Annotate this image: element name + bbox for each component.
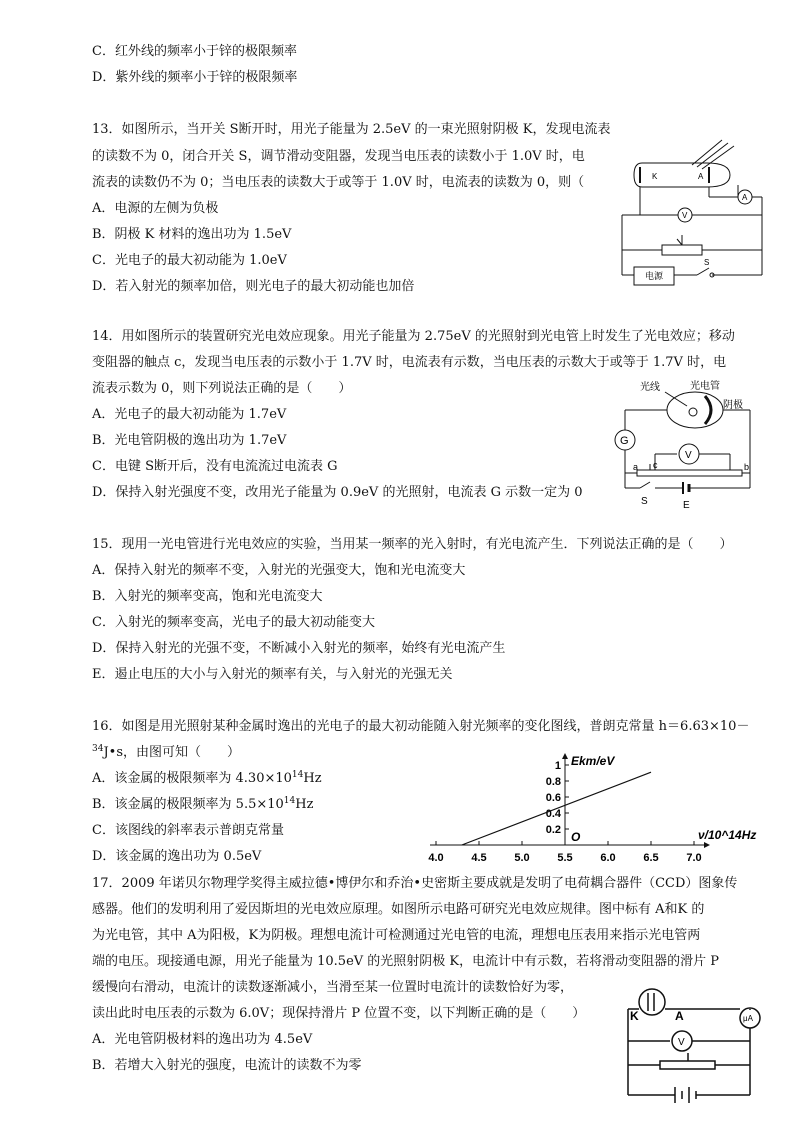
q15-option-b: B．入射光的频率变高，饱和光电流变大 — [92, 589, 323, 604]
q13-stem-line: 流表的读数仍不为 0；当电压表的读数大于或等于 1.0V 时，电流表的读数为 0，则（ — [92, 175, 585, 190]
q16-option-a: A．该金属的极限频率为 $4.30\times 10^{14}Hz$ — [92, 770, 322, 786]
x-tick-label: 5.5 — [557, 852, 573, 864]
q15-stem-line: 15．现用一光电管进行光电效应的实验，当用某一频率的光入射时，有光电流产生．下列说法正确的是（ ） — [92, 537, 733, 552]
q17-stem-line: 17．2009 年诺贝尔物理学奖得主威拉德•博伊尔和乔治•史密斯主要成就是发明了电荷耦合器件（CCD）图象传 — [92, 876, 738, 891]
x-tick-label: 7.0 — [686, 852, 702, 864]
q14-label-b: b — [744, 462, 750, 472]
q16-stem-text: J•s，由图可知（ ） — [103, 745, 241, 760]
q16-option-c: C．该图线的斜率表示普朗克常量 — [92, 823, 284, 838]
q14-circuit-figure — [605, 378, 770, 513]
q14-stem-line: 流表示数为 0，则下列说法正确的是（ ） — [92, 381, 352, 396]
q16-option-d: D．该金属的逸出功为 0.5eV — [92, 849, 262, 864]
q13-option-c: C．光电子的最大初动能为 1.0eV — [92, 253, 287, 268]
q17-stem-line: 为光电管，其中 A为阳极，K为阴极。理想电流计可检测通过光电管的电流，理想电压表用来指示光电管两 — [92, 928, 701, 943]
q13-stem-line: 13．如图所示，当开关 S断开时，用光子能量为 2.5eV 的一束光照射阴极 K，发现电流表 — [92, 122, 611, 137]
q13-stem-line: 的读数不为 0，闭合开关 S，调节滑动变阻器，发现当电压表的读数小于 1.0V 时，电 — [92, 149, 585, 164]
q14-option-d: D．保持入射光强度不变，改用光子能量为 0.9eV 的光照射，电流表 G 示数一定为 0 — [92, 485, 583, 500]
q13-option-a: A．电源的左侧为负极 — [92, 201, 219, 216]
y-tick-label: 0.2 — [545, 824, 561, 836]
q17-option-b: B．若增大入射光的强度，电流计的读数不为零 — [92, 1058, 362, 1073]
q17-stem-line: 端的电压。现接通电源，用光子能量为 10.5eV 的光照射阴极 K，电流计中有示数，若将滑动变阻器的滑片 P — [92, 954, 720, 969]
q13-label-voltmeter: V — [682, 211, 688, 220]
q15-option-a: A．保持入射光的频率不变，入射光的光强变大，饱和光电流变大 — [92, 563, 466, 578]
q16-chart — [420, 745, 760, 870]
y-axis-label: Ekm/eV — [571, 754, 615, 768]
x-tick-label: 4.0 — [428, 852, 444, 864]
y-tick-label: 1 — [554, 760, 561, 772]
q16-stem-text: 16．如图是用光照射某种金属时逸出的光电子的最大初动能随入射光频率的变化图线，普朗克常量 h＝6.63×10 — [92, 719, 737, 734]
q14-option-a: A．光电子的最大初动能为 1.7eV — [92, 407, 287, 422]
x-axis-arrow — [704, 842, 710, 848]
q14-stem-line: 变阻器的触点 c，发现当电压表的示数小于 1.7V 时，电流表有示数，当电压表的示数大于或等于 1.7V 时，电 — [92, 355, 727, 370]
q16-stem-line — [92, 719, 749, 735]
q14-option-b: B．光电管阴极的逸出功为 1.7eV — [92, 433, 287, 448]
q14-option-c: C．电键 S断开后，没有电流流过电流表 G — [92, 459, 338, 474]
q14-label-s: S — [641, 496, 648, 507]
y-axis-arrow — [562, 753, 568, 759]
option-prev-c: C．红外线的频率小于锌的极限频率 — [92, 44, 297, 59]
q16-option-b: B．该金属的极限频率为 $5.5\times 10^{14}Hz$ — [92, 796, 314, 812]
q16-exponent: 34 — [92, 744, 104, 754]
origin-label: O — [571, 830, 581, 844]
q14-label-tube: 光电管 — [690, 381, 720, 392]
q15-option-e: E．遏止电压的大小与入射光的频率有关，与入射光的光强无关 — [92, 667, 453, 682]
q13-option-b: B．阴极 K 材料的逸出功为 1.5eV — [92, 227, 292, 242]
q14-label-g: G — [620, 435, 629, 447]
q17-label-a: A — [675, 1009, 684, 1023]
q14-stem-line: 14．用如图所示的装置研究光电效应现象。用光子能量为 2.75eV 的光照射到光电管上时发生了光电效应；移动 — [92, 329, 735, 344]
q14-label-cathode: 阴极 — [723, 400, 743, 411]
y-tick-label: 0.4 — [545, 808, 561, 820]
q16-stem-line — [92, 745, 240, 761]
q17-label-ua: μA — [743, 1014, 753, 1023]
x-axis-label: ν/10^14Hz — [698, 828, 757, 842]
q17-stem-line: 缓慢向右滑动，电流计的读数逐渐减小，当滑至某一位置时电流计的读数恰好为零， — [92, 980, 574, 995]
q17-label-v: V — [678, 1037, 685, 1048]
q14-label-light: 光线 — [640, 382, 660, 393]
q13-option-d: D．若入射光的频率加倍，则光电子的最大初动能也加倍 — [92, 279, 415, 294]
q16-stem-tail: － — [736, 719, 750, 734]
q14-label-e: E — [683, 500, 690, 511]
q15-option-d: D．保持入射光的光强不变，不断减小入射光的频率，始终有光电流产生 — [92, 641, 506, 656]
q17-circuit-figure — [620, 985, 770, 1105]
q13-label-switch: S — [704, 258, 710, 267]
y-tick-label: 0.8 — [545, 776, 561, 788]
q17-label-k: K — [630, 1009, 639, 1023]
x-tick-label: 4.5 — [471, 852, 487, 864]
q14-label-c: c — [653, 460, 658, 470]
q14-label-v: V — [685, 450, 692, 461]
q17-stem-line: 感器。他们的发明利用了爱因斯坦的光电效应原理。如图所示电路可研究光电效应规律。图中标有 A和K 的 — [92, 902, 705, 917]
q13-label-k: K — [652, 172, 658, 181]
q13-label-a: A — [698, 172, 704, 181]
x-tick-label: 5.0 — [514, 852, 530, 864]
x-tick-label: 6.0 — [600, 852, 616, 864]
q13-circuit-figure — [612, 135, 772, 305]
q15-option-c: C．入射光的频率变高，光电子的最大初动能变大 — [92, 615, 375, 630]
q13-label-source: 电源 — [645, 271, 664, 281]
q17-option-a: A．光电管阴极材料的逸出功为 4.5eV — [92, 1032, 313, 1047]
q17-stem-line: 读出此时电压表的示数为 6.0V；现保持滑片 P 位置不变，以下判断正确的是（ ） — [92, 1006, 586, 1021]
q14-label-a: a — [633, 462, 639, 472]
q13-label-ammeter: A — [742, 193, 748, 202]
x-tick-label: 6.5 — [643, 852, 659, 864]
y-tick-label: 0.6 — [545, 792, 561, 804]
option-prev-d: D．紫外线的频率小于锌的极限频率 — [92, 70, 298, 85]
